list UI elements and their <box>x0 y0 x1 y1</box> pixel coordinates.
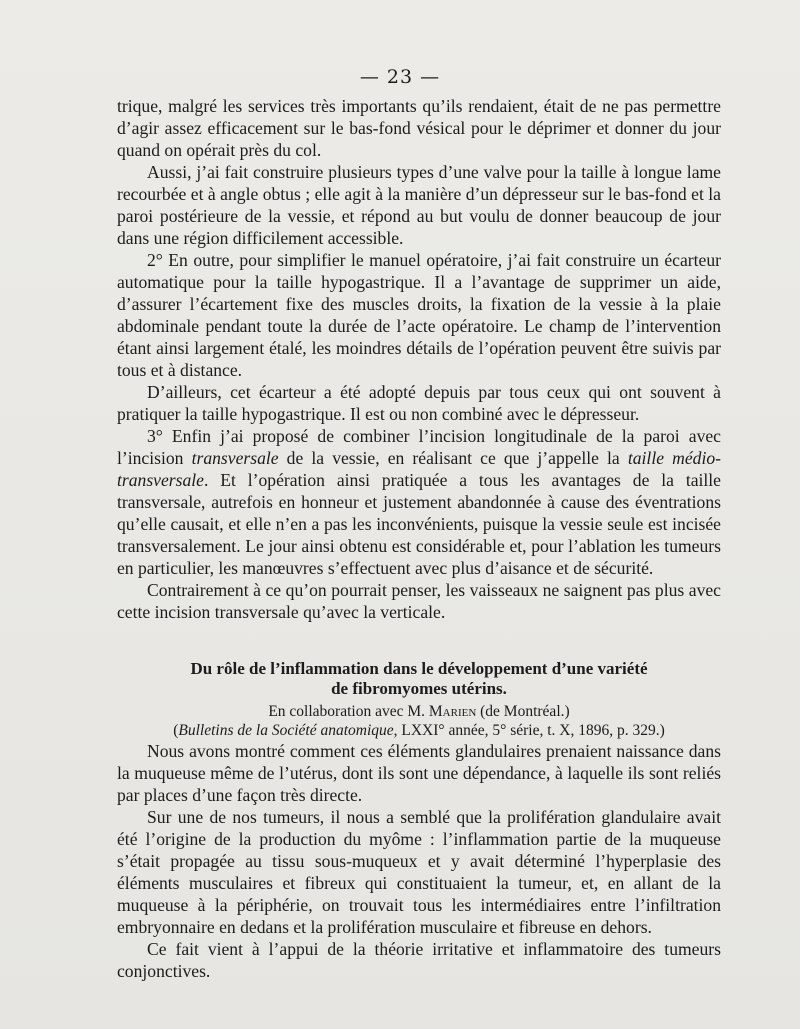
paragraph-theorie: Ce fait vient à l’appui de la théorie irritative et inflammatoire des tumeurs conjonctives. <box>117 939 721 981</box>
collab-suffix: (de Montréal.) <box>476 703 570 720</box>
page-number: — 23 — <box>359 66 441 88</box>
paragraph-ecarteur: 2° En outre, pour simplifier le manuel opératoire, j’ai fait construire un écarteur automatique pour la taille hypogastrique. Il a l’avantage de supprimer un aide, d’assurer l’écartement fixe des muscles droits, la fixation de la vessie à la plaie abdominale pendant toute la durée de l’acte opératoire. Le champ de l’intervention étant ainsi largement étalé, les moindres détails de l’opération peuvent être suivis par tous et à distance. <box>117 250 721 380</box>
collab-name: Marien <box>428 703 477 720</box>
body-text <box>117 95 721 982</box>
section-title <box>117 659 721 699</box>
collab-prefix: En collaboration avec M. <box>268 703 429 720</box>
collaboration-line <box>117 702 721 721</box>
paragraph-glandulaires: Nous avons montré comment ces éléments glandulaires prenaient naissance dans la muqueuse même de l’utérus, dont ils sont une dépendance, à laquelle ils sont reliés par places d’une façon très directe. <box>117 741 721 805</box>
paragraph-valve: Aussi, j’ai fait construire plusieurs types d’une valve pour la taille à longue lame recourbée et à angle obtus ; elle agit à la manière d’un dépresseur sur le bas-fond et la paroi postérieure de la vessie, et répond au but voulu de donner beaucoup de jour dans une région difficilement accessible. <box>117 162 721 248</box>
paragraph-adoption: D’ailleurs, cet écarteur a été adopté depuis par tous ceux qui ont souvent à pratiquer la taille hypogastrique. Il est ou non combiné avec le dépresseur. <box>117 382 721 424</box>
section-title-line1: Du rôle de l’inflammation dans le développement d’une variété <box>190 659 648 678</box>
citation-journal: Bulletins de la Société anatomique <box>178 722 394 739</box>
citation-open: ( <box>173 722 179 739</box>
paragraph-incision-part2: de la vessie, en réalisant ce que j’appelle la <box>278 448 628 468</box>
paragraph-incision-part3: . Et l’opération ainsi pratiquée a tous les avantages de la taille transversale, autrefois en honneur et justement abandonnée à cause des éventrations qu’elle causait, et elle n’en a pas les inconvénients, puisque la vessie seule est incisée transversalement. Le jour ainsi obtenu est considérable et, pour l’ablation les tumeurs en particulier, les manœuvres s’effectuent avec plus d’aisance et de sécurité. <box>117 470 721 578</box>
paragraph-incision-part1: 3° Enfin j’ai proposé de combiner l’incision longitudinale de la paroi avec l’incision <box>117 426 721 468</box>
paragraph-continuation: trique, malgré les services très importants qu’ils rendaient, était de ne pas permettre d’agir assez efficacement sur le bas-fond vésical pour le déprimer et donner du jour quand on opérait près du col. <box>117 96 721 160</box>
italic-taille-medio-transversale: taille médio-transversale <box>117 448 721 490</box>
citation-rest: , LXXI° année, 5° série, t. X, 1896, p. 329.) <box>393 722 665 739</box>
paragraph-incision <box>117 425 721 579</box>
paragraph-tumeurs: Sur une de nos tumeurs, il nous a semblé que la prolifération glandulaire avait été l’origine de la production du myôme : l’inflammation partie de la muqueuse s’était propagée au tissu sous-muqueux et y avait déterminé l’hyperplasie des éléments musculaires et fibreux qui constituaient la tumeur, et, en allant de la muqueuse à la périphérie, on trouvait tous les intermédiaires entre l’infiltration embryonnaire en dedans et la prolifération musculaire et fibreuse en dehors. <box>117 807 721 937</box>
citation-line <box>117 721 721 740</box>
section-heading <box>117 659 721 740</box>
paragraph-contrairement: Contrairement à ce qu’on pourrait penser, les vaisseaux ne saignent pas plus avec cette incision transversale qu’avec la verticale. <box>117 580 721 622</box>
section-title-line2: de fibromyomes utérins. <box>331 679 507 698</box>
italic-transversale: transversale <box>191 448 279 468</box>
